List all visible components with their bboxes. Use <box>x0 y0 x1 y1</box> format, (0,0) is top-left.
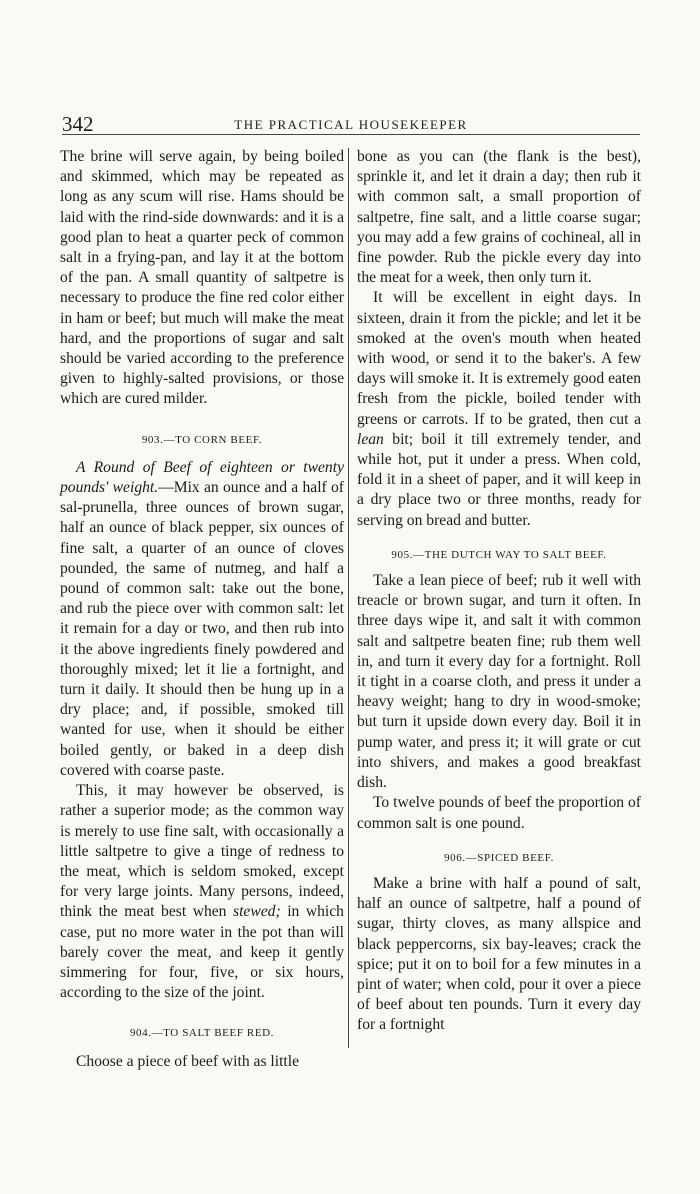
paragraph-text: —Mix an ounce and a half of sal-prunella, three ounces of brown sugar, half an ounce of black pepper, six ounces of fine salt, a quarter of an ounce of cloves pounded, the same of nutmeg, and half a pound of common salt: take out the bone, and rub the piece over with common salt: let it remain for a day or two, and then rub into it the above ingredients finely powdered and thoroughly mixed; let it lie a fortnight, and turn it daily. It should then be hung up in a dry place; and, if possible, smoked till wanted for use, when it should be either boiled gently, or baked in a deep dish covered with coarse paste. <box>60 479 344 779</box>
paragraph: Make a brine with half a pound of salt, half an ounce of saltpetre, half a pound of sugar, thirty cloves, as many allspice and black peppercorns, six bay-leaves; crack the spice; put it on to boil for a few minutes in a pint of water; when cold, pour it over a piece of beef about ten pounds. Turn it every day for a fortnight <box>357 874 641 1034</box>
paragraph: bone as you can (the flank is the best), sprinkle it, and let it drain a day; then rub it with common salt, a small proportion of saltpetre, fine salt, and a little coarse sugar; you may add a few grains of cochineal, all in fine powder. Rub the pickle every day into the meat for a week, then only turn it. <box>357 148 641 287</box>
recipe-heading-904: 904.—TO SALT BEEF RED. <box>129 1027 275 1040</box>
paragraph: To twelve pounds of beef the proportion of common salt is one pound. <box>357 794 641 832</box>
recipe-heading-906: 906.—SPICED BEEF. <box>444 851 554 864</box>
paragraph-text: bit; boil it till extremely tender, and while hot, put it under a press. When cold, fold it in a sheet of paper, and it will keep in a dry place two or three months, ready for serving on bread and butter. <box>357 430 641 529</box>
paragraph <box>357 288 641 530</box>
recipe-heading-903: 903.—TO CORN BEEF. <box>141 433 263 446</box>
paragraph <box>60 458 344 781</box>
italic-text: A Round of Beef of eighteen or twenty pounds' weight. <box>60 458 344 497</box>
paragraph: The brine will serve again, by being boiled and skimmed, which may be repeated as long as any scum will rise. Hams should be laid with the rind-side downwards: and it is a good plan to heat a quarter peck of common salt in a frying-pan, and lay it at the bottom of the pan. A small quantity of saltpetre is necessary to produce the fine red color either in ham or beef; but much will make the meat hard, and the proportions of sugar and salt should be varied according to the preference given to highly-salted provisions, or those which are cured milder. <box>60 148 344 408</box>
running-head: THE PRACTICAL HOUSEKEEPER <box>234 117 468 132</box>
paragraph: Take a lean piece of beef; rub it well with treacle or brown sugar, and turn it often. In three days wipe it, and salt it with common salt and saltpetre beaten fine; rub them well in, and turn it every day for a fortnight. Roll it tight in a coarse cloth, and press it under a heavy weight; hang to dry in wood-smoke; but turn it upside down every day. Boil it in pump water, and press it; it will grate or cut into shivers, and makes a good breakfast dish. <box>357 572 641 792</box>
paragraph: Choose a piece of beef with as little <box>76 1052 300 1070</box>
paragraph-text: in which case, put no more water in the pot than will barely cover the meat, and keep it gently simmering for four, five, or six hours, according to the size of the joint. <box>60 903 344 1002</box>
left-column <box>60 147 344 1072</box>
italic-text: stewed; <box>233 903 281 921</box>
paragraph-text: It will be excellent in eight days. In sixteen, drain it from the pickle; and let it be smoked at the oven's mouth when heated with wood, or send it to the baker's. A few days will smoke it. It is extremely good eaten fresh from the pickle, boiled tender with greens or carrots. If to be grated, then cut a <box>357 289 641 428</box>
page-number: 342 <box>62 112 94 136</box>
right-column <box>357 147 641 1036</box>
column-divider <box>348 148 349 1048</box>
recipe-heading-905: 905.—THE DUTCH WAY TO SALT BEEF. <box>391 548 607 561</box>
italic-text: lean <box>357 430 384 448</box>
page-header <box>62 112 640 135</box>
paragraph <box>60 781 344 1003</box>
paragraph-text: This, it may however be observed, is rather a superior mode; as the common way is merely to use fine salt, with occasionally a little saltpetre to give a tinge of redness to the meat, which is seldom smoked, except for very large joints. Many persons, indeed, think the meat best when <box>60 782 344 921</box>
